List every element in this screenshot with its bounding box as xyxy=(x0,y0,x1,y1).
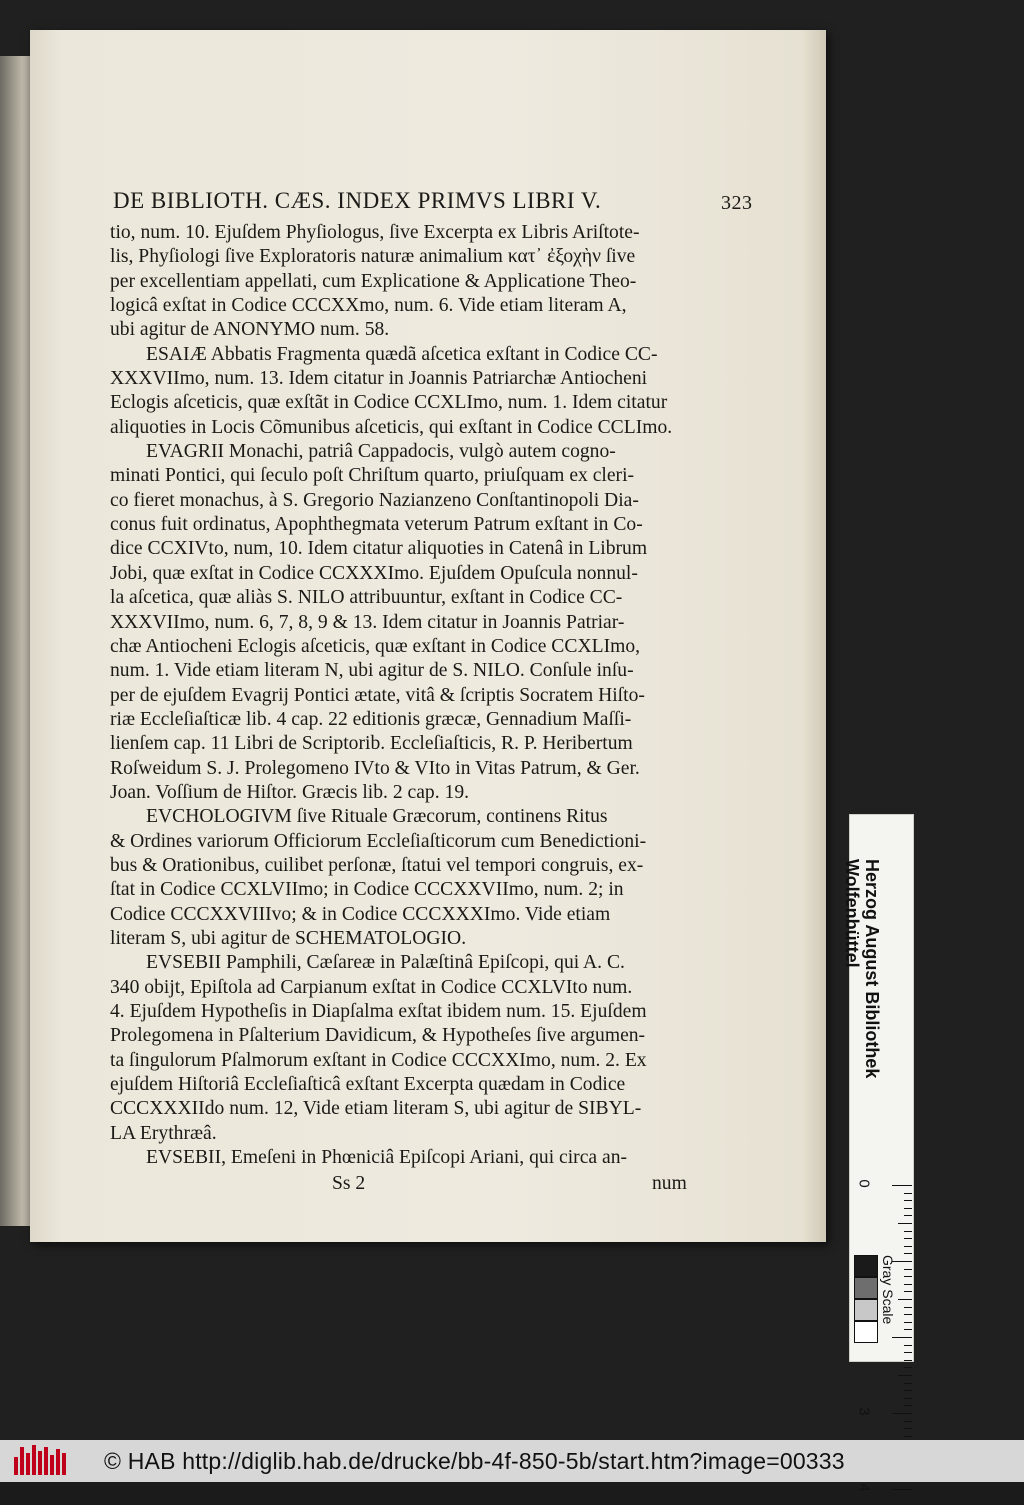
ruler-tick xyxy=(904,1200,912,1201)
text-line: logicâ exſtat in Codice CCCXXmo, num. 6. Vide etiam literam A, xyxy=(110,295,627,317)
ruler-tick xyxy=(904,1360,912,1361)
text-line: Joan. Voſſium de Hiſtor. Græcis lib. 2 cap. 19. xyxy=(110,781,470,803)
ruler-tick xyxy=(892,1337,912,1338)
gray-scale-swatch xyxy=(854,1255,878,1277)
text-line: EVSEBII, Emeſeni in Phœniciâ Epiſcopi Ariani, qui circa an- xyxy=(146,1147,628,1169)
text-line: minati Pontici, qui ſeculo poſt Chriſtum quarto, priuſquam ex cleri- xyxy=(110,465,635,487)
ruler-institution xyxy=(842,859,922,1199)
text-line: & Ordines variorum Officiorum Eccleſiaſticorum cum Benedictioni- xyxy=(110,830,647,852)
text-line: EVSEBII Pamphili, Cæſareæ in Palæſtinâ Epiſcopi, qui A. C. xyxy=(146,952,625,974)
logo-bar xyxy=(14,1457,18,1475)
gray-scale-swatch xyxy=(854,1321,878,1343)
ruler-number: 0 xyxy=(855,1179,873,1188)
ruler-tick xyxy=(892,1413,912,1414)
text-line: conus fuit ordinatus, Apophthegmata veterum Patrum exſtant in Co- xyxy=(110,514,643,536)
page-footer xyxy=(110,1172,686,1196)
text-line: num. 1. Vide etiam literam N, ubi agitur de S. NILO. Conſule inſu- xyxy=(110,660,634,682)
text-line: lienſem cap. 11 Libri de Scriptorib. Eccleſiaſticis, R. P. Heribertum xyxy=(110,733,633,755)
text-line: EVCHOLOGIVM ſive Rituale Græcorum, continens Ritus xyxy=(146,806,608,828)
ruler-tick xyxy=(904,1405,912,1406)
gray-scale-swatch xyxy=(854,1277,878,1299)
catchword: num xyxy=(652,1173,687,1195)
book-page xyxy=(30,30,826,1242)
text-line: XXXVIImo, num. 6, 7, 8, 9 & 13. Idem citatur in Joannis Patriar- xyxy=(110,611,625,633)
ruler-tick xyxy=(904,1398,912,1399)
logo-bar xyxy=(56,1449,60,1475)
text-line: la aſcetica, quæ aliàs S. NILO attribuuntur, exſtant in Codice CC- xyxy=(110,587,623,609)
text-line: XXXVIImo, num. 13. Idem citatur in Joannis Patriarchæ Antiocheni xyxy=(110,368,648,390)
ruler-tick xyxy=(904,1421,912,1422)
text-line: EVAGRII Monachi, patriâ Cappadocis, vulgò autem cogno- xyxy=(146,441,616,463)
ruler-institution-name: Herzog August Bibliothek xyxy=(862,859,882,1079)
text-line: riæ Eccleſiaſticæ lib. 4 cap. 22 editionis græcæ, Gennadium Maſſi- xyxy=(110,708,632,730)
text-line: ESAIÆ Abbatis Fragmenta quædã aſcetica exſtant in Codice CC- xyxy=(146,343,658,365)
text-line: lis, Phyſiologi ſive Exploratoris naturæ animalium κατ᾽ ἐξοχὴν ſive xyxy=(110,246,636,268)
text-line: per excellentiam appellati, cum Explicatione & Applicatione Theo- xyxy=(110,270,637,292)
text-line: ejuſdem Hiſtoriâ Eccleſiaſticâ exſtant Excerpta quædam in Codice xyxy=(110,1074,626,1096)
ruler-tick xyxy=(904,1269,912,1270)
text-line: ta ſingulorum Pſalmorum exſtant in Codice CCCXXImo, num. 2. Ex xyxy=(110,1049,647,1071)
ruler-tick xyxy=(904,1276,912,1277)
ruler-tick xyxy=(904,1314,912,1315)
signature-mark: Ss 2 xyxy=(332,1173,366,1195)
logo-bar xyxy=(38,1451,42,1475)
page-text-block xyxy=(110,185,753,1196)
ruler-city: Wolfenbüttel xyxy=(842,859,862,968)
running-head xyxy=(110,185,753,217)
text-line: ſtat in Codice CCXLVIImo; in Codice CCCXXVIImo, num. 2; in xyxy=(110,879,624,901)
logo-bar xyxy=(20,1447,24,1475)
text-line: ubi agitur de ANONYMO num. 58. xyxy=(110,319,390,341)
hab-logo-icon xyxy=(14,1445,68,1477)
running-head-title: DE BIBLIOTH. CÆS. INDEX PRIMVS LIBRI V. xyxy=(113,188,602,213)
ruler-tick xyxy=(904,1383,912,1384)
text-line: Codice CCCXXVIIIvo; & in Codice CCCXXXImo. Vide etiam xyxy=(110,903,611,925)
ruler-tick xyxy=(904,1352,912,1353)
bottom-bar xyxy=(0,1440,1024,1482)
ruler-tick xyxy=(904,1238,912,1239)
ruler-tick xyxy=(898,1223,912,1224)
ruler-tick xyxy=(904,1246,912,1247)
credit-url[interactable]: © HAB http://diglib.hab.de/drucke/bb-4f-850-5b/start.htm?image=00333 xyxy=(104,1447,845,1474)
text-line: Eclogis aſceticis, quæ exſtãt in Codice CCXLImo, num. 1. Idem citatur xyxy=(110,392,668,414)
text-line: aliquoties in Locis Cõmunibus aſceticis, qui exſtant in Codice CCLImo. xyxy=(110,416,673,438)
ruler-tick xyxy=(904,1284,912,1285)
text-line: literam S, ubi agitur de SCHEMATOLOGIO. xyxy=(110,927,467,949)
logo-bar xyxy=(44,1447,48,1475)
ruler-number: 3 xyxy=(855,1407,873,1416)
text-line: Roſweidum S. J. Prolegomeno IVto & VIto in Vitas Patrum, & Ger. xyxy=(110,757,640,779)
text-line: tio, num. 10. Ejuſdem Phyſiologus, ſive Excerpta ex Libris Ariſtote- xyxy=(110,222,640,243)
text-line: co fieret monachus, à S. Gregorio Nazianzeno Conſtantinopoli Dia- xyxy=(110,489,639,511)
ruler-tick xyxy=(904,1208,912,1209)
ruler-tick xyxy=(904,1428,912,1429)
ruler-number: 4 xyxy=(855,1483,873,1492)
ruler-tick xyxy=(904,1367,912,1368)
page-number: 323 xyxy=(721,192,753,214)
ruler-tick xyxy=(904,1231,912,1232)
logo-bar xyxy=(32,1445,36,1475)
logo-bar xyxy=(26,1453,30,1475)
ruler-tick xyxy=(898,1299,912,1300)
logo-bar xyxy=(62,1453,66,1475)
scale-ruler-card xyxy=(842,814,914,1492)
logo-bar xyxy=(50,1455,54,1475)
text-line: 340 obijt, Epiſtola ad Carpianum exſtat in Codice CCXLVIto num. xyxy=(110,976,633,998)
text-line: LA Erythræâ. xyxy=(110,1122,217,1144)
ruler-tick xyxy=(904,1436,912,1437)
ruler-tick xyxy=(904,1215,912,1216)
page-body xyxy=(110,221,686,1170)
text-line: dice CCXIVto, num, 10. Idem citatur aliquoties in Catenâ in Librum xyxy=(110,538,648,560)
text-line: 4. Ejuſdem Hypotheſis in Diapſalma exſtat ibidem num. 15. Ejuſdem xyxy=(110,1001,647,1022)
text-line: chæ Antiocheni Eclogis aſceticis, quæ exſtant in Codice CCXLImo, xyxy=(110,635,641,657)
gray-scale-swatch xyxy=(854,1299,878,1321)
ruler-tick xyxy=(898,1375,912,1376)
ruler-tick xyxy=(892,1489,912,1490)
ruler-tick xyxy=(904,1291,912,1292)
text-line: per de ejuſdem Evagrij Pontici ætate, vitâ & ſcriptis Socratem Hiſto- xyxy=(110,684,645,706)
text-line: Jobi, quæ exſtat in Codice CCXXXImo. Ejuſdem Opuſcula nonnul- xyxy=(110,562,638,584)
text-line: Prolegomena in Pſalterium Davidicum, & Hypotheſes ſive argumen- xyxy=(110,1025,646,1047)
text-line: CCCXXXIIdo num. 12, Vide etiam literam S, ubi agitur de SIBYL- xyxy=(110,1098,642,1120)
ruler-tick xyxy=(904,1329,912,1330)
ruler-tick xyxy=(904,1322,912,1323)
ruler-tick xyxy=(904,1345,912,1346)
ruler-tick xyxy=(892,1185,912,1186)
ruler-tick xyxy=(904,1193,912,1194)
gray-scale-label: Gray Scale xyxy=(880,1255,896,1325)
ruler-tick xyxy=(904,1253,912,1254)
ruler-tick xyxy=(904,1390,912,1391)
text-line: bus & Orationibus, cuilibet perſonæ, ſtatui vel tempori congruis, ex- xyxy=(110,854,644,876)
ruler-tick xyxy=(904,1307,912,1308)
